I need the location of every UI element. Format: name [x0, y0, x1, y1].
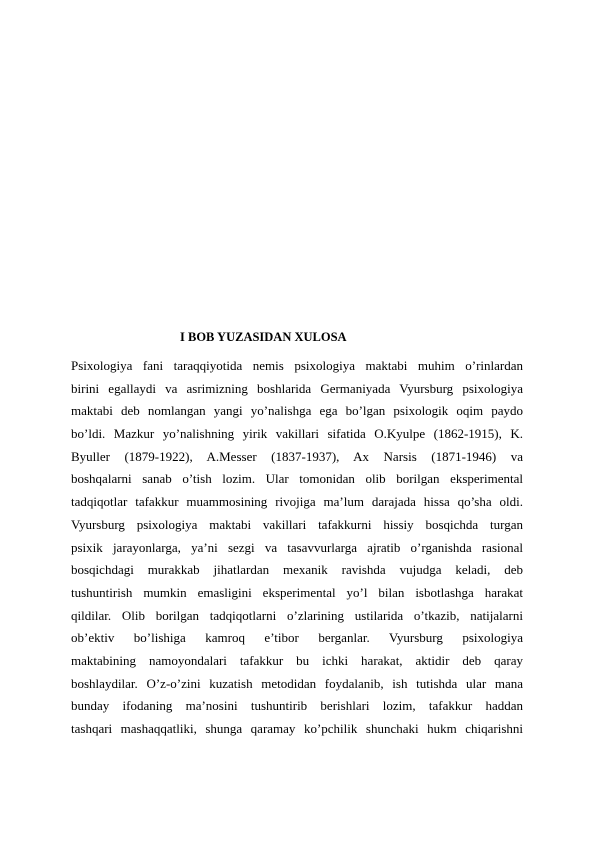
text-line: ob’ektiv bo’lishiga kamroq e’tibor berganlar. Vyursburg psixologiya: [71, 630, 523, 646]
text-line: bunday ifodaning ma’nosini tushuntirib berishlari lozim, tafakkur haddan: [71, 698, 523, 714]
body-paragraph: [71, 355, 523, 741]
text-line: maktabining namoyondalari tafakkur bu ichki harakat, aktidir deb qaray: [71, 652, 523, 668]
text-line: tushuntirish mumkin emasligini eksperimental yo’l bilan isbotlashga harakat: [71, 584, 523, 600]
text-line: boshlaydilar. O’z-o’zini kuzatish metodidan foydalanib, ish tutishda ular mana: [71, 675, 523, 691]
section-heading: I BOB YUZASIDAN XULOSA: [180, 330, 347, 344]
text-line: qildilar. Olib borilgan tadqiqotlarni o’zlarining ustilarida o’tkazib, natijalarni: [71, 607, 523, 623]
text-line: tashqari mashaqqatliki, shunga qaramay ko’pchilik shunchaki hukm chiqarishni: [71, 721, 523, 736]
text-line: Psixologiya fani taraqqiyotida nemis psixologiya maktabi muhim o’rinlardan: [71, 358, 523, 373]
text-line: maktabi deb nomlangan yangi yo’nalishga ega bo’lgan psixologik oqim paydo: [71, 403, 523, 419]
text-line: Vyursburg psixologiya maktabi vakillari tafakkurni hissiy bosqichda turgan: [71, 516, 523, 532]
text-line: Byuller (1879-1922), A.Messer (1837-1937), Ax Narsis (1871-1946) va: [71, 448, 523, 464]
text-line: boshqalarni sanab o’tish lozim. Ular tomonidan olib borilgan eksperimental: [71, 471, 523, 487]
text-line: tadqiqotlar tafakkur muammosining rivojiga ma’lum darajada hissa qo’sha oldi.: [71, 494, 523, 510]
text-line: psixik jarayonlarga, ya’ni sezgi va tasavvurlarga ajratib o’rganishda rasional: [71, 539, 523, 555]
text-line: bo’ldi. Mazkur yo’nalishning yirik vakillari sifatida O.Kyulpe (1862-1915), K.: [71, 426, 523, 442]
text-line: birini egallaydi va asrimizning boshlarida Germaniyada Vyursburg psixologiya: [71, 380, 523, 396]
text-line: bosqichdagi murakkab jihatlardan mexanik ravishda vujudga keladi, deb: [71, 562, 523, 578]
